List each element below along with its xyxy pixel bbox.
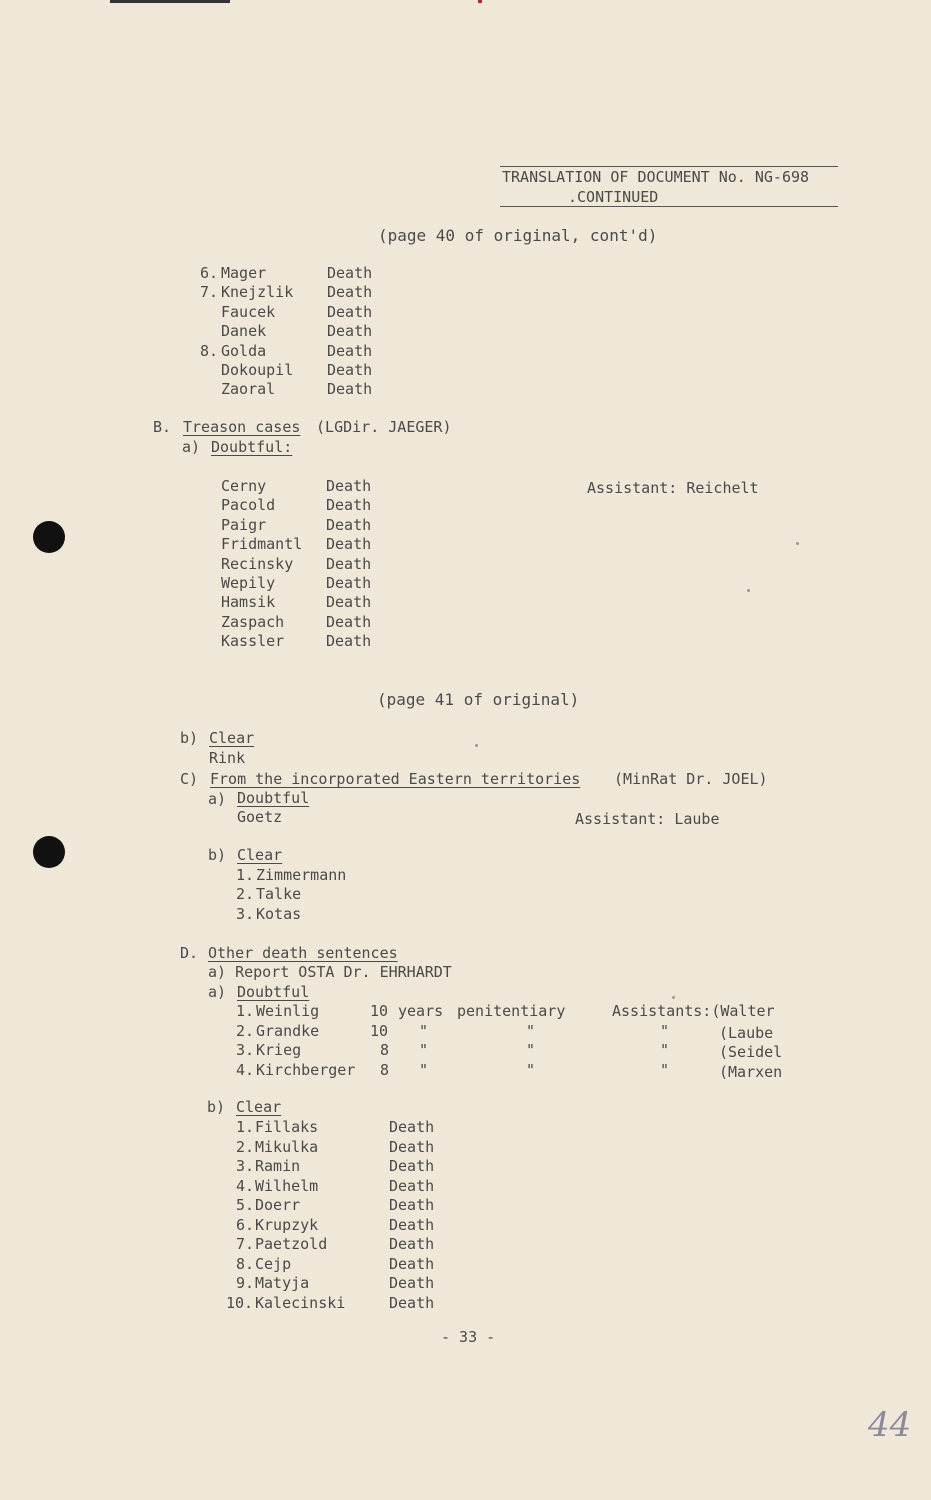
list-number: 4. — [236, 1176, 255, 1195]
list-number: 1. — [236, 866, 255, 884]
section-d-letter: D. — [180, 944, 199, 962]
list-number: 2. — [236, 1021, 255, 1040]
list-sentence: Death — [326, 612, 372, 631]
term-unit: " — [419, 1041, 429, 1060]
list-name: Mager — [221, 264, 267, 282]
term-value: 8 — [380, 1041, 390, 1060]
section-c-suffix: (MinRat Dr. JOEL) — [605, 770, 768, 788]
list-name: Krupzyk — [255, 1215, 319, 1234]
section-b-title: Treason cases — [183, 418, 301, 436]
section-b-sub-a-title: Doubtful: — [211, 438, 293, 456]
section-d-sub-b: b) — [207, 1098, 226, 1116]
term-kind: " — [526, 1041, 536, 1060]
term-value: 8 — [380, 1060, 390, 1079]
list-sentence: Death — [389, 1274, 435, 1292]
list-number: 10. — [226, 1293, 254, 1312]
list-name: Zaoral — [221, 380, 276, 399]
list-name: Wepily — [221, 574, 276, 592]
list-name: Weinlig — [256, 1002, 320, 1020]
top-edge-mark-red — [478, 0, 482, 3]
header-rule-top — [500, 166, 838, 167]
list-number: 3. — [236, 904, 255, 923]
term-value: 10 — [370, 1002, 389, 1020]
list-name: Golda — [221, 341, 267, 360]
page-41-note: (page 41 of original) — [377, 690, 580, 709]
list-name: Kirchberger — [256, 1060, 356, 1079]
list-number: 2. — [236, 885, 255, 904]
list-sentence: Death — [327, 283, 373, 302]
list-name: Cerny — [221, 477, 267, 495]
list-number: 8. — [236, 1254, 255, 1273]
list-number: 6. — [200, 264, 219, 282]
section-d-title: Other death sentences — [208, 944, 398, 962]
list-sentence: Death — [326, 535, 372, 554]
list-name: Grandke — [256, 1021, 320, 1040]
list-number: 3. — [236, 1157, 255, 1175]
section-b-sub-b: b) — [180, 729, 199, 747]
list-number: 1. — [236, 1002, 255, 1020]
list-name: Zaspach — [221, 612, 285, 631]
list-sentence: Death — [389, 1176, 435, 1195]
list-name: Paigr — [221, 515, 267, 534]
term-kind: penitentiary — [457, 1002, 566, 1020]
list-name: Wilhelm — [255, 1176, 319, 1195]
section-c-sub-b-title: Clear — [237, 846, 283, 864]
list-name: Matyja — [255, 1274, 310, 1292]
list-name: Paetzold — [255, 1235, 328, 1253]
list-sentence: Death — [327, 361, 373, 379]
document-title: TRANSLATION OF DOCUMENT No. NG-698 — [502, 168, 810, 186]
list-name: Cejp — [255, 1254, 292, 1273]
list-name: Knejzlik — [221, 283, 294, 302]
list-name: Fridmantl — [221, 535, 303, 554]
section-b-sub-b-title: Clear — [209, 729, 255, 747]
list-sentence: Death — [389, 1196, 435, 1214]
section-c-sub-a: a) — [208, 790, 227, 808]
list-sentence: Death — [327, 322, 373, 341]
page-number: - 33 - — [441, 1328, 496, 1346]
list-number: 3. — [236, 1041, 255, 1060]
handwritten-page-number: 44 — [868, 1405, 912, 1445]
section-c-sub-b: b) — [208, 846, 227, 864]
paper-speck — [672, 996, 675, 999]
list-name: Recinsky — [221, 554, 294, 573]
list-number: 5. — [236, 1196, 255, 1214]
list-name: Ramin — [255, 1157, 301, 1175]
list-sentence: Death — [389, 1137, 435, 1156]
paper-speck — [796, 542, 799, 545]
assistant-label: " — [660, 1021, 670, 1040]
document-continued: .CONTINUED — [568, 188, 659, 206]
section-b-clear-name: Rink — [209, 749, 246, 767]
list-sentence: Death — [389, 1254, 435, 1273]
list-name: Pacold — [221, 496, 276, 515]
section-c-sub-a-name: Goetz — [237, 808, 283, 826]
list-number: 4. — [236, 1060, 255, 1079]
term-unit: " — [419, 1060, 429, 1079]
list-sentence: Death — [389, 1235, 435, 1253]
list-sentence: Death — [326, 496, 372, 515]
list-sentence: Death — [327, 341, 373, 360]
list-name: Mikulka — [255, 1137, 319, 1156]
list-name: Kalecinski — [255, 1293, 346, 1312]
section-b-suffix: (LGDir. JAEGER) — [307, 418, 452, 436]
list-name: Kotas — [256, 904, 302, 923]
list-sentence: Death — [389, 1293, 435, 1312]
list-sentence: Death — [327, 264, 373, 282]
section-c-letter: C) — [180, 770, 199, 788]
section-b-letter: B. — [153, 418, 172, 436]
term-kind: " — [526, 1060, 536, 1079]
list-sentence: Death — [389, 1118, 435, 1136]
list-name: Zimmermann — [256, 866, 347, 884]
list-number: 8. — [200, 341, 219, 360]
paper-speck — [747, 589, 750, 592]
list-number: 2. — [236, 1137, 255, 1156]
section-d-report: a) Report OSTA Dr. EHRHARDT — [208, 963, 452, 981]
assistant-label: Assistants:(Walter — [612, 1002, 775, 1020]
section-d-sub-a: a) — [208, 983, 227, 1001]
paper-speck — [475, 744, 478, 747]
list-name: Hamsik — [221, 593, 276, 612]
list-name: Fillaks — [255, 1118, 319, 1136]
term-kind: " — [526, 1021, 536, 1040]
list-sentence: Death — [326, 554, 372, 573]
punch-hole-upper — [33, 521, 65, 553]
list-sentence: Death — [326, 515, 372, 534]
assistant-name: (Laube — [719, 1023, 774, 1042]
section-d-sub-b-title: Clear — [236, 1098, 282, 1116]
list-number: 7. — [236, 1235, 255, 1253]
term-unit: " — [419, 1021, 429, 1040]
list-number: 9. — [236, 1274, 255, 1292]
list-sentence: Death — [389, 1215, 435, 1234]
assistant-name: (Marxen — [719, 1062, 783, 1081]
list-sentence: Death — [327, 380, 373, 399]
section-c-title: From the incorporated Eastern territories — [210, 770, 581, 788]
top-edge-mark — [110, 0, 230, 3]
list-sentence: Death — [326, 477, 372, 495]
list-number: 6. — [236, 1215, 255, 1234]
section-b-assistant: Assistant: Reichelt — [587, 479, 759, 497]
section-d-sub-a-title: Doubtful — [237, 983, 310, 1001]
list-sentence: Death — [326, 593, 372, 612]
list-sentence: Death — [389, 1157, 435, 1175]
assistant-label: " — [660, 1041, 670, 1060]
assistant-label: " — [660, 1060, 670, 1079]
section-c-sub-a-title: Doubtful — [237, 789, 310, 807]
list-name: Faucek — [221, 302, 276, 321]
list-sentence: Death — [327, 302, 373, 321]
section-b-sub-a: a) — [182, 438, 201, 456]
term-value: 10 — [370, 1021, 389, 1040]
list-name: Talke — [256, 885, 302, 904]
list-sentence: Death — [326, 574, 372, 592]
term-unit: years — [398, 1002, 444, 1020]
punch-hole-lower — [33, 836, 65, 868]
assistant-name: (Seidel — [719, 1043, 783, 1062]
list-name: Danek — [221, 322, 267, 341]
list-name: Krieg — [256, 1041, 302, 1060]
header-rule-bottom — [500, 206, 838, 207]
list-number: 1. — [236, 1118, 255, 1136]
list-sentence: Death — [326, 632, 372, 651]
list-number: 7. — [200, 283, 219, 302]
list-name: Kassler — [221, 632, 285, 651]
page-40-note: (page 40 of original, cont'd) — [378, 226, 658, 245]
section-c-assistant: Assistant: Laube — [575, 810, 720, 828]
list-name: Doerr — [255, 1196, 301, 1214]
list-name: Dokoupil — [221, 361, 294, 379]
